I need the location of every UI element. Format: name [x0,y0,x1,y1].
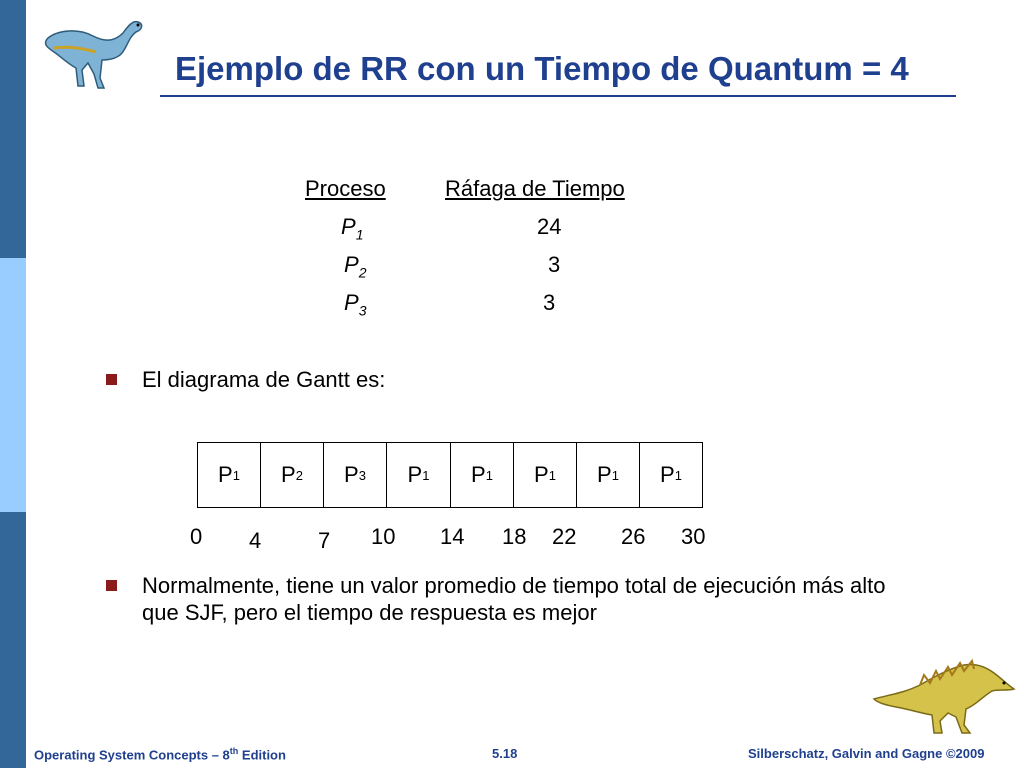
gantt-cell: P 1 [513,442,577,508]
gantt-cell: P 3 [323,442,387,508]
gantt-tick: 10 [371,524,396,549]
gantt-cell: P 2 [260,442,324,508]
dinosaur-bottom-icon [868,655,1018,737]
table-header-proceso: Proceso [305,176,386,201]
gantt-tick: 0 [190,524,203,549]
footer-page-number: 5.18 [492,746,518,761]
gantt-cell: P 1 [197,442,261,508]
sidebar-segment-middle [0,258,26,512]
table-row-proc: $P_3$ [344,290,367,319]
gantt-cell: P 1 [576,442,640,508]
sidebar-segment-bottom [0,512,26,768]
gantt-tick: 4 [249,528,262,553]
gantt-cell: P 1 [386,442,451,508]
gantt-tick: 26 [621,524,646,549]
dinosaur-top-icon [38,8,158,96]
footer-book-title: Operating System Concepts – 8th Edition [34,746,286,763]
gantt-tick: 22 [552,524,577,549]
gantt-tick: 18 [502,524,527,549]
table-row-burst: 3 [548,252,561,277]
slide-title: Ejemplo de RR con un Tiempo de Quantum = 4 [175,50,909,87]
bullet-marker [106,580,117,591]
gantt-cell: P 1 [450,442,514,508]
table-row-proc: $P_1$ [341,214,364,243]
table-row-burst: 3 [543,290,556,315]
table-row-proc: $P_2$ [344,252,367,281]
bullet-marker [106,374,117,385]
gantt-tick: 30 [681,524,706,549]
bullet-text-summary: Normalmente, tiene un valor promedio de tiempo total de ejecución más alto que SJF, pero el tiempo de respuesta es mejor [142,573,886,625]
gantt-tick: 14 [440,524,465,549]
bullet-text-gantt: El diagrama de Gantt es: [142,367,386,392]
title-underline [160,95,956,97]
left-sidebar [0,0,26,768]
table-header-rafaga: Ráfaga de Tiempo [445,176,625,201]
sidebar-segment-top [0,0,26,258]
footer-authors: Silberschatz, Galvin and Gagne ©2009 [748,746,985,761]
table-row-burst: 24 [537,214,562,239]
gantt-tick: 7 [318,528,331,553]
gantt-cell: P 1 [639,442,703,508]
